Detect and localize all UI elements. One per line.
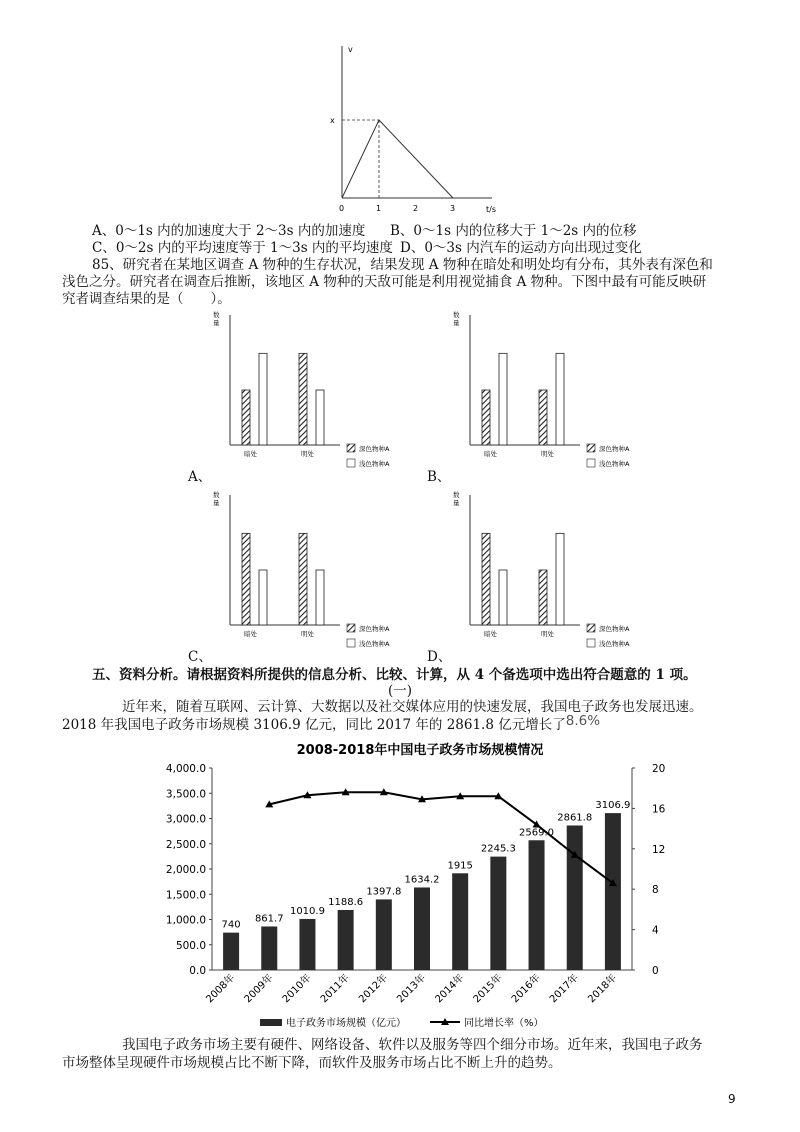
bar-value-label: 2861.8 [557,812,593,824]
right-tick-label: 4 [652,924,659,937]
bar-dark [242,533,250,625]
x-tick-label: 2012年 [357,972,390,1006]
x-tick-label: 1 [376,204,382,213]
x-tick-label: 2016年 [509,972,543,1006]
option-d-label: D、 [427,649,452,665]
legend-dark-swatch [587,624,595,632]
vt-line [342,120,453,198]
growth-value: 8.6% [565,713,601,729]
section-sub: (一) [388,683,413,699]
left-tick-label: 1,500.0 [165,889,206,902]
bar-dark [482,390,490,445]
market-bar [490,857,506,970]
q85-line1: 85、研究者在某地区调查 A 物种的生存状况，结果发现 A 物种在暗处和明处均有分布，其外表有深色和 [92,257,713,273]
q85-line2: 浅色之分。研究者在调查后推断，该地区 A 物种的天敌可能是利用视觉捕食 A 物种。下图中最有可能反映研 [62,274,707,290]
y-label: 数 [213,311,220,319]
left-tick-label: 0.0 [189,965,206,977]
bar-value-label: 2569.0 [519,827,555,839]
bar-dark [299,353,307,445]
x-tick-label: 2010年 [280,972,314,1006]
t-axis-label: t/s [486,205,496,214]
x-tick-label: 2015年 [471,972,505,1006]
category-label: 明处 [541,630,554,638]
section-heading: 五、资料分析。请根据资料所提供的信息分析、比较、计算，从 4 个备选项中选出符合题意的 1 项。 [92,667,697,683]
right-tick-label: 8 [652,884,659,897]
bar-value-label: 3106.9 [595,800,631,812]
bar-dark [299,533,307,625]
x-tick-label: 0 [339,204,345,213]
bar-panel-c [205,485,405,650]
left-tick-label: 3,500.0 [165,788,206,801]
category-label: 明处 [301,630,314,638]
option-a-text: A、0～1s 内的加速度大于 2～3s 内的加速度 [92,223,366,239]
left-tick-label: 2,000.0 [165,864,206,876]
market-bar [567,825,583,970]
v-axis-label: v [348,45,353,54]
right-tick-label: 16 [652,803,666,816]
y-label: 量 [213,499,220,507]
vt-graph [320,40,500,216]
legend-light-swatch [587,459,595,467]
market-bar [376,899,392,970]
legend-light-label: 浅色物种A [359,640,390,648]
para2-line2: 市场整体呈现硬件市场规模占比不断下降，而软件及服务市场占比不断上升的趋势。 [62,1055,562,1071]
x-tick-label: 2009年 [242,972,276,1006]
option-c-text: C、0～2s 内的平均速度等于 1～3s 内的平均速度 [92,240,393,256]
bar-value-label: 740 [221,919,241,931]
para2-line1: 我国电子政务市场主要有硬件、网络设备、软件以及服务等四个细分市场。近年来，我国电子政务 [122,1037,703,1053]
chart-title: 2008-2018年中国电子政务市场规模情况 [296,743,544,758]
bar-panel-b [445,305,645,470]
bar-dark [539,390,547,445]
left-tick-label: 3,000.0 [165,813,206,826]
legend-dark-swatch [347,624,355,632]
left-tick-label: 2,500.0 [165,838,206,851]
right-tick-label: 12 [652,843,666,856]
option-b-label: B、 [427,469,451,485]
legend-light-swatch [347,639,355,647]
y-label: 量 [213,319,220,327]
legend-line-label: 同比增长率（%） [464,1018,544,1029]
legend-light-label: 浅色物种A [359,460,390,468]
category-label: 明处 [301,450,314,458]
x-tick-label: 2018年 [586,972,620,1006]
right-tick-label: 20 [652,763,666,775]
legend-light-swatch [347,459,355,467]
bar-value-label: 1188.6 [328,896,364,908]
bar-value-label: 861.7 [254,913,284,925]
bar-value-label: 1397.8 [366,886,402,898]
bar-light [316,570,324,625]
para1-line1: 近年来，随着互联网、云计算、大数据以及社交媒体应用的快速发展，我国电子政务也发展迅速。 [122,699,703,715]
category-label: 暗处 [244,450,257,458]
q85-line3: 究者调查结果的是（ ）。 [62,291,231,307]
bar-value-label: 1010.9 [289,905,325,917]
legend-light-label: 浅色物种A [599,460,630,468]
y-label: 数 [213,491,220,499]
category-label: 暗处 [484,630,497,638]
bar-light [556,353,564,445]
bar-value-label: 1915 [447,860,473,872]
legend-light-swatch [587,639,595,647]
category-label: 明处 [541,450,554,458]
x-tick-label: 3 [450,204,456,213]
legend-dark-label: 深色物种A [599,625,630,633]
bar-value-label: 2245.3 [480,843,516,855]
x-tick-label: 2014年 [433,972,467,1006]
growth-line [269,792,613,886]
bar-light [259,353,267,445]
legend-bar-label: 电子政务市场规模（亿元） [286,1018,406,1029]
bar-light [556,533,564,625]
category-label: 暗处 [244,630,257,638]
market-bar [338,910,354,970]
x-tick-label: 2008年 [204,972,238,1006]
bar-dark [539,570,547,625]
x-tick-label: 2017年 [548,972,581,1006]
market-size-chart [160,738,680,1038]
bar-dark [242,390,250,445]
market-bar [529,840,545,970]
legend-dark-swatch [347,444,355,452]
para1-line2: 2018 年我国电子政务市场规模 3106.9 亿元，同比 2017 年的 2861.8 亿元增长了8.6% [62,713,601,733]
option-b-text: B、0～1s 内的位移大于 1～2s 内的位移 [390,223,637,239]
legend-dark-label: 深色物种A [359,625,390,633]
x-tick-label: 2013年 [395,972,429,1006]
market-bar [261,926,277,970]
right-tick-label: 0 [652,965,659,977]
bar-light [499,570,507,625]
legend-light-label: 浅色物种A [599,640,630,648]
y-label: 量 [453,499,460,507]
bar-light [316,390,324,445]
category-label: 暗处 [484,450,497,458]
option-a-label: A、 [188,469,212,485]
legend-bar-swatch [260,1019,282,1026]
option-d-text: D、0～3s 内汽车的运动方向出现过变化 [400,240,642,256]
market-bar [299,919,315,970]
x-tick-label: 2 [413,204,419,213]
bar-value-label: 1634.2 [404,874,440,886]
market-bar [223,933,239,970]
bar-dark [482,533,490,625]
bar-panel-d [445,485,645,650]
y-label: 数 [453,311,460,319]
left-tick-label: 1,000.0 [165,914,206,927]
x-tick-label: 2011年 [318,972,352,1006]
option-c-label: C、 [188,649,212,665]
legend-dark-label: 深色物种A [359,445,390,453]
bar-panel-a [205,305,405,470]
market-bar [414,887,430,970]
bar-light [499,353,507,445]
market-bar [452,873,468,970]
left-tick-label: 500.0 [175,939,206,952]
y-label: 量 [453,319,460,327]
legend-dark-swatch [587,444,595,452]
page-number: 9 [728,1092,736,1106]
peak-label: x [330,116,335,125]
left-tick-label: 4,000.0 [165,763,206,775]
y-label: 数 [453,491,460,499]
legend-dark-label: 深色物种A [599,445,630,453]
bar-light [259,570,267,625]
market-bar [605,813,621,970]
